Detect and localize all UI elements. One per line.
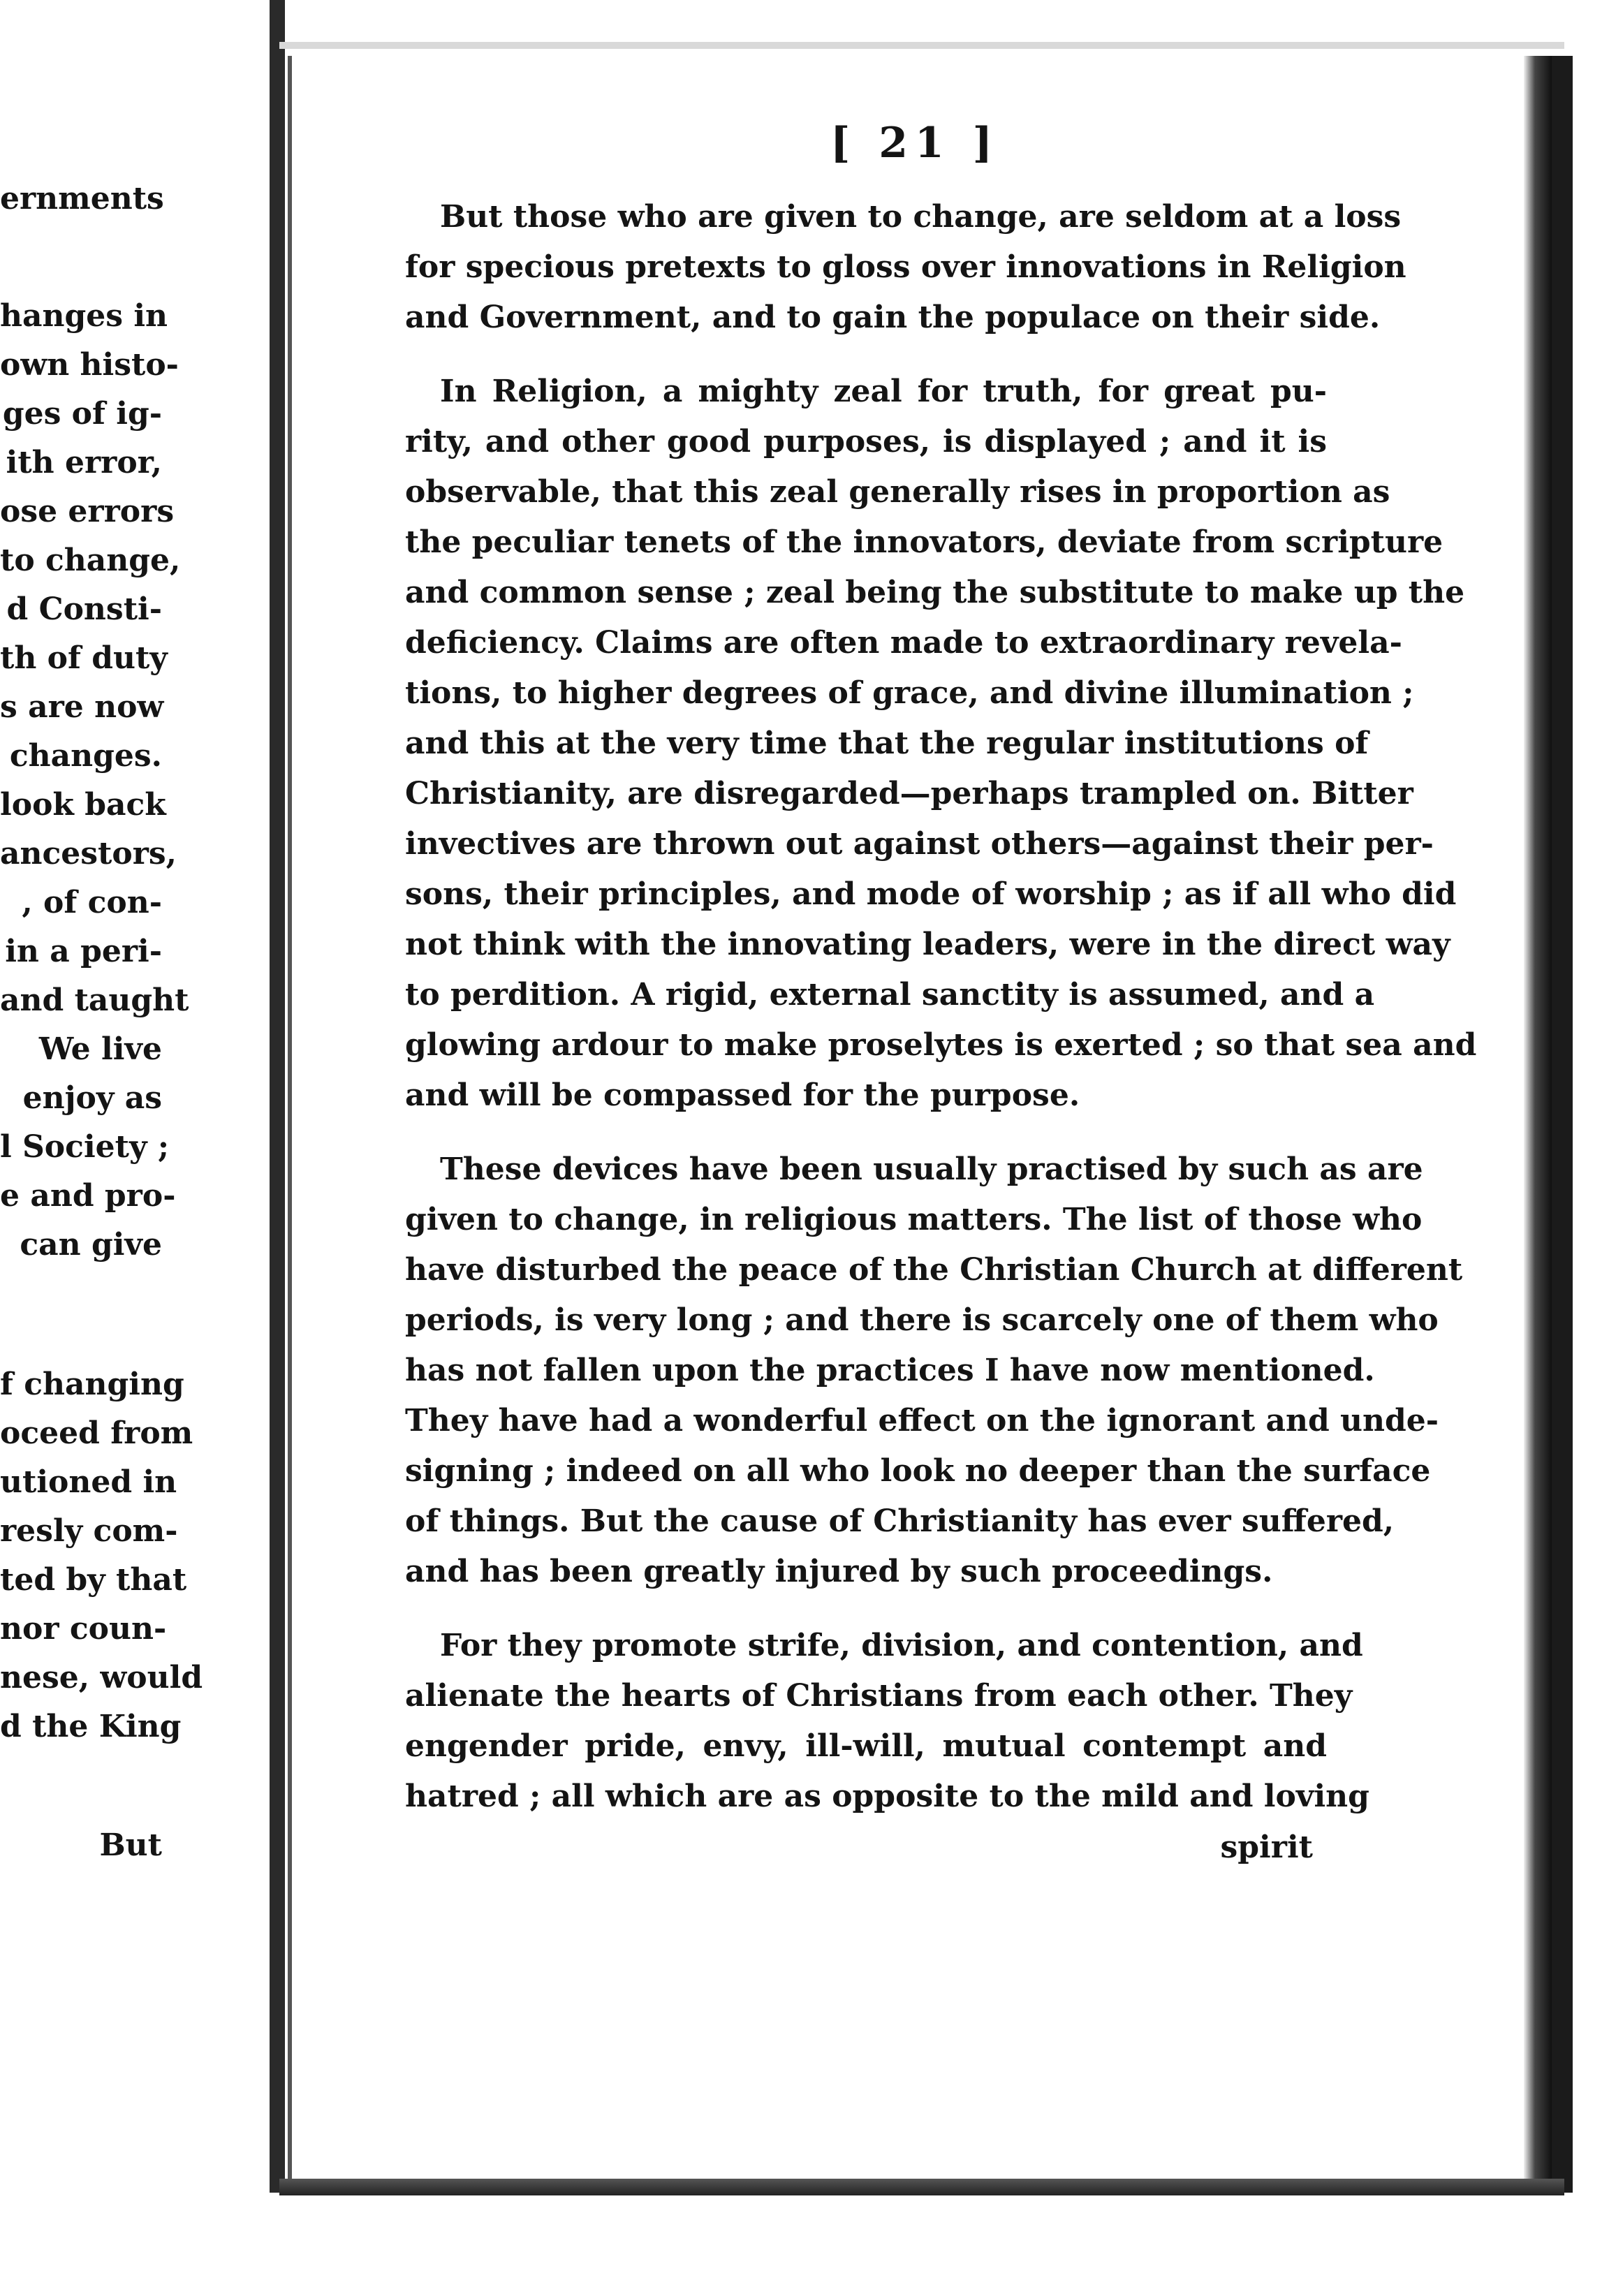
left-page-line: d the King (0, 1709, 182, 1744)
binding-gutter-left (270, 0, 285, 2193)
left-page-line: We live (38, 1031, 162, 1067)
binding-gutter-line (288, 56, 292, 2193)
left-page-line: ernments (0, 181, 164, 216)
page-edge-right (1552, 56, 1573, 2193)
text-line: periods, is very long ; and there is scarcely one of them who (405, 1302, 1439, 1338)
text-line: sons, their principles, and mode of worship ; as if all who did (405, 876, 1457, 912)
text-line: not think with the innovating leaders, were in the direct way (405, 927, 1450, 962)
left-page-line: enjoy as (22, 1080, 162, 1116)
text-line: hatred ; all which are as opposite to the mild and loving (405, 1779, 1369, 1814)
left-page-line: can give (20, 1227, 162, 1263)
text-line: invectives are thrown out against others—against their per- (405, 826, 1434, 862)
left-page-line: and taught (0, 983, 189, 1018)
left-page-line: nese, would (0, 1660, 203, 1695)
text-line: the peculiar tenets of the innovators, deviate from scripture (405, 524, 1443, 560)
text-line: tions, to higher degrees of grace, and divine illumination ; (405, 675, 1414, 711)
left-page-line: hanges in (0, 298, 168, 334)
left-page-line: th of duty (0, 640, 168, 676)
left-page-line: l Society ; (0, 1129, 170, 1165)
left-page-line: utioned in (0, 1464, 177, 1500)
text-line: But those who are given to change, are seldom at a loss (440, 199, 1402, 235)
left-page-line: s are now (0, 689, 164, 725)
left-page-line: ted by that (0, 1562, 187, 1598)
text-line: deficiency. Claims are often made to extraordinary revela- (405, 625, 1402, 661)
text-line: signing ; indeed on all who look no deeper than the surface (405, 1453, 1431, 1489)
left-page-line: ancestors, (0, 836, 177, 871)
left-page-line: changes. (9, 738, 162, 774)
page-top-edge (279, 42, 1564, 49)
left-page-line: e and pro- (0, 1178, 176, 1214)
current-page (300, 77, 1529, 2165)
text-line: engender pride, envy, ill-will, mutual contempt and (405, 1728, 1327, 1764)
text-line: These devices have been usually practised by such as are (440, 1151, 1423, 1187)
paragraph (405, 367, 1477, 1121)
text-line: For they promote strife, division, and contention, and (440, 1628, 1363, 1663)
text-line: observable, that this zeal generally rises in proportion as (405, 474, 1390, 510)
text-line: have disturbed the peace of the Christian Church at different (405, 1252, 1463, 1288)
paragraph (405, 1621, 1369, 1822)
text-line: of things. But the cause of Christianity has ever suffered, (405, 1503, 1395, 1539)
page-bottom-edge (279, 2179, 1564, 2195)
left-page-line: ges of ig- (2, 396, 162, 432)
left-page-line: look back (0, 787, 166, 823)
text-line: Christianity, are disregarded—perhaps trampled on. Bitter (405, 776, 1413, 811)
left-page-line: nor coun- (0, 1611, 167, 1647)
text-line: alienate the hearts of Christians from each other. They (405, 1678, 1353, 1714)
catchword: spirit (1220, 1830, 1313, 1865)
left-page-line: d Consti- (6, 591, 162, 627)
left-page-line: to change, (0, 543, 181, 578)
left-page-line: f changing (0, 1367, 184, 1402)
text-line: They have had a wonderful effect on the ignorant and unde- (405, 1403, 1439, 1438)
text-line: has not fallen upon the practices I have now mentioned. (405, 1353, 1375, 1388)
paragraph (405, 192, 1406, 343)
body-text (405, 192, 1477, 1846)
left-page-line: , of con- (22, 885, 162, 920)
left-page-line: own histo- (0, 347, 179, 383)
left-page-line: ose errors (0, 494, 175, 529)
left-page-line: resly com- (0, 1513, 178, 1549)
left-page-line: in a peri- (5, 934, 162, 969)
left-page-line: oceed from (0, 1415, 193, 1451)
text-line: to perdition. A rigid, external sanctity is assumed, and a (405, 977, 1375, 1013)
text-line: given to change, in religious matters. The list of those who (405, 1202, 1423, 1237)
text-line: rity, and other good purposes, is displayed ; and it is (405, 424, 1327, 459)
text-line: and common sense ; zeal being the substitute to make up the (405, 575, 1465, 610)
previous-page-fragment (0, 0, 274, 2193)
text-line: and will be compassed for the purpose. (405, 1077, 1080, 1113)
text-line: and this at the very time that the regular institutions of (405, 726, 1369, 761)
page-number: [ 21 ] (830, 119, 1000, 168)
text-line: In Religion, a mighty zeal for truth, for great pu- (440, 374, 1327, 409)
left-page-line: ith error, (6, 445, 162, 480)
left-page-line: But (99, 1827, 162, 1863)
text-line: glowing ardour to make proselytes is exerted ; so that sea and (405, 1027, 1477, 1063)
text-line: for specious pretexts to gloss over innovations in Religion (405, 249, 1406, 285)
text-line: and has been greatly injured by such proceedings. (405, 1554, 1273, 1589)
paragraph (405, 1145, 1463, 1597)
text-line: and Government, and to gain the populace on their side. (405, 300, 1381, 335)
